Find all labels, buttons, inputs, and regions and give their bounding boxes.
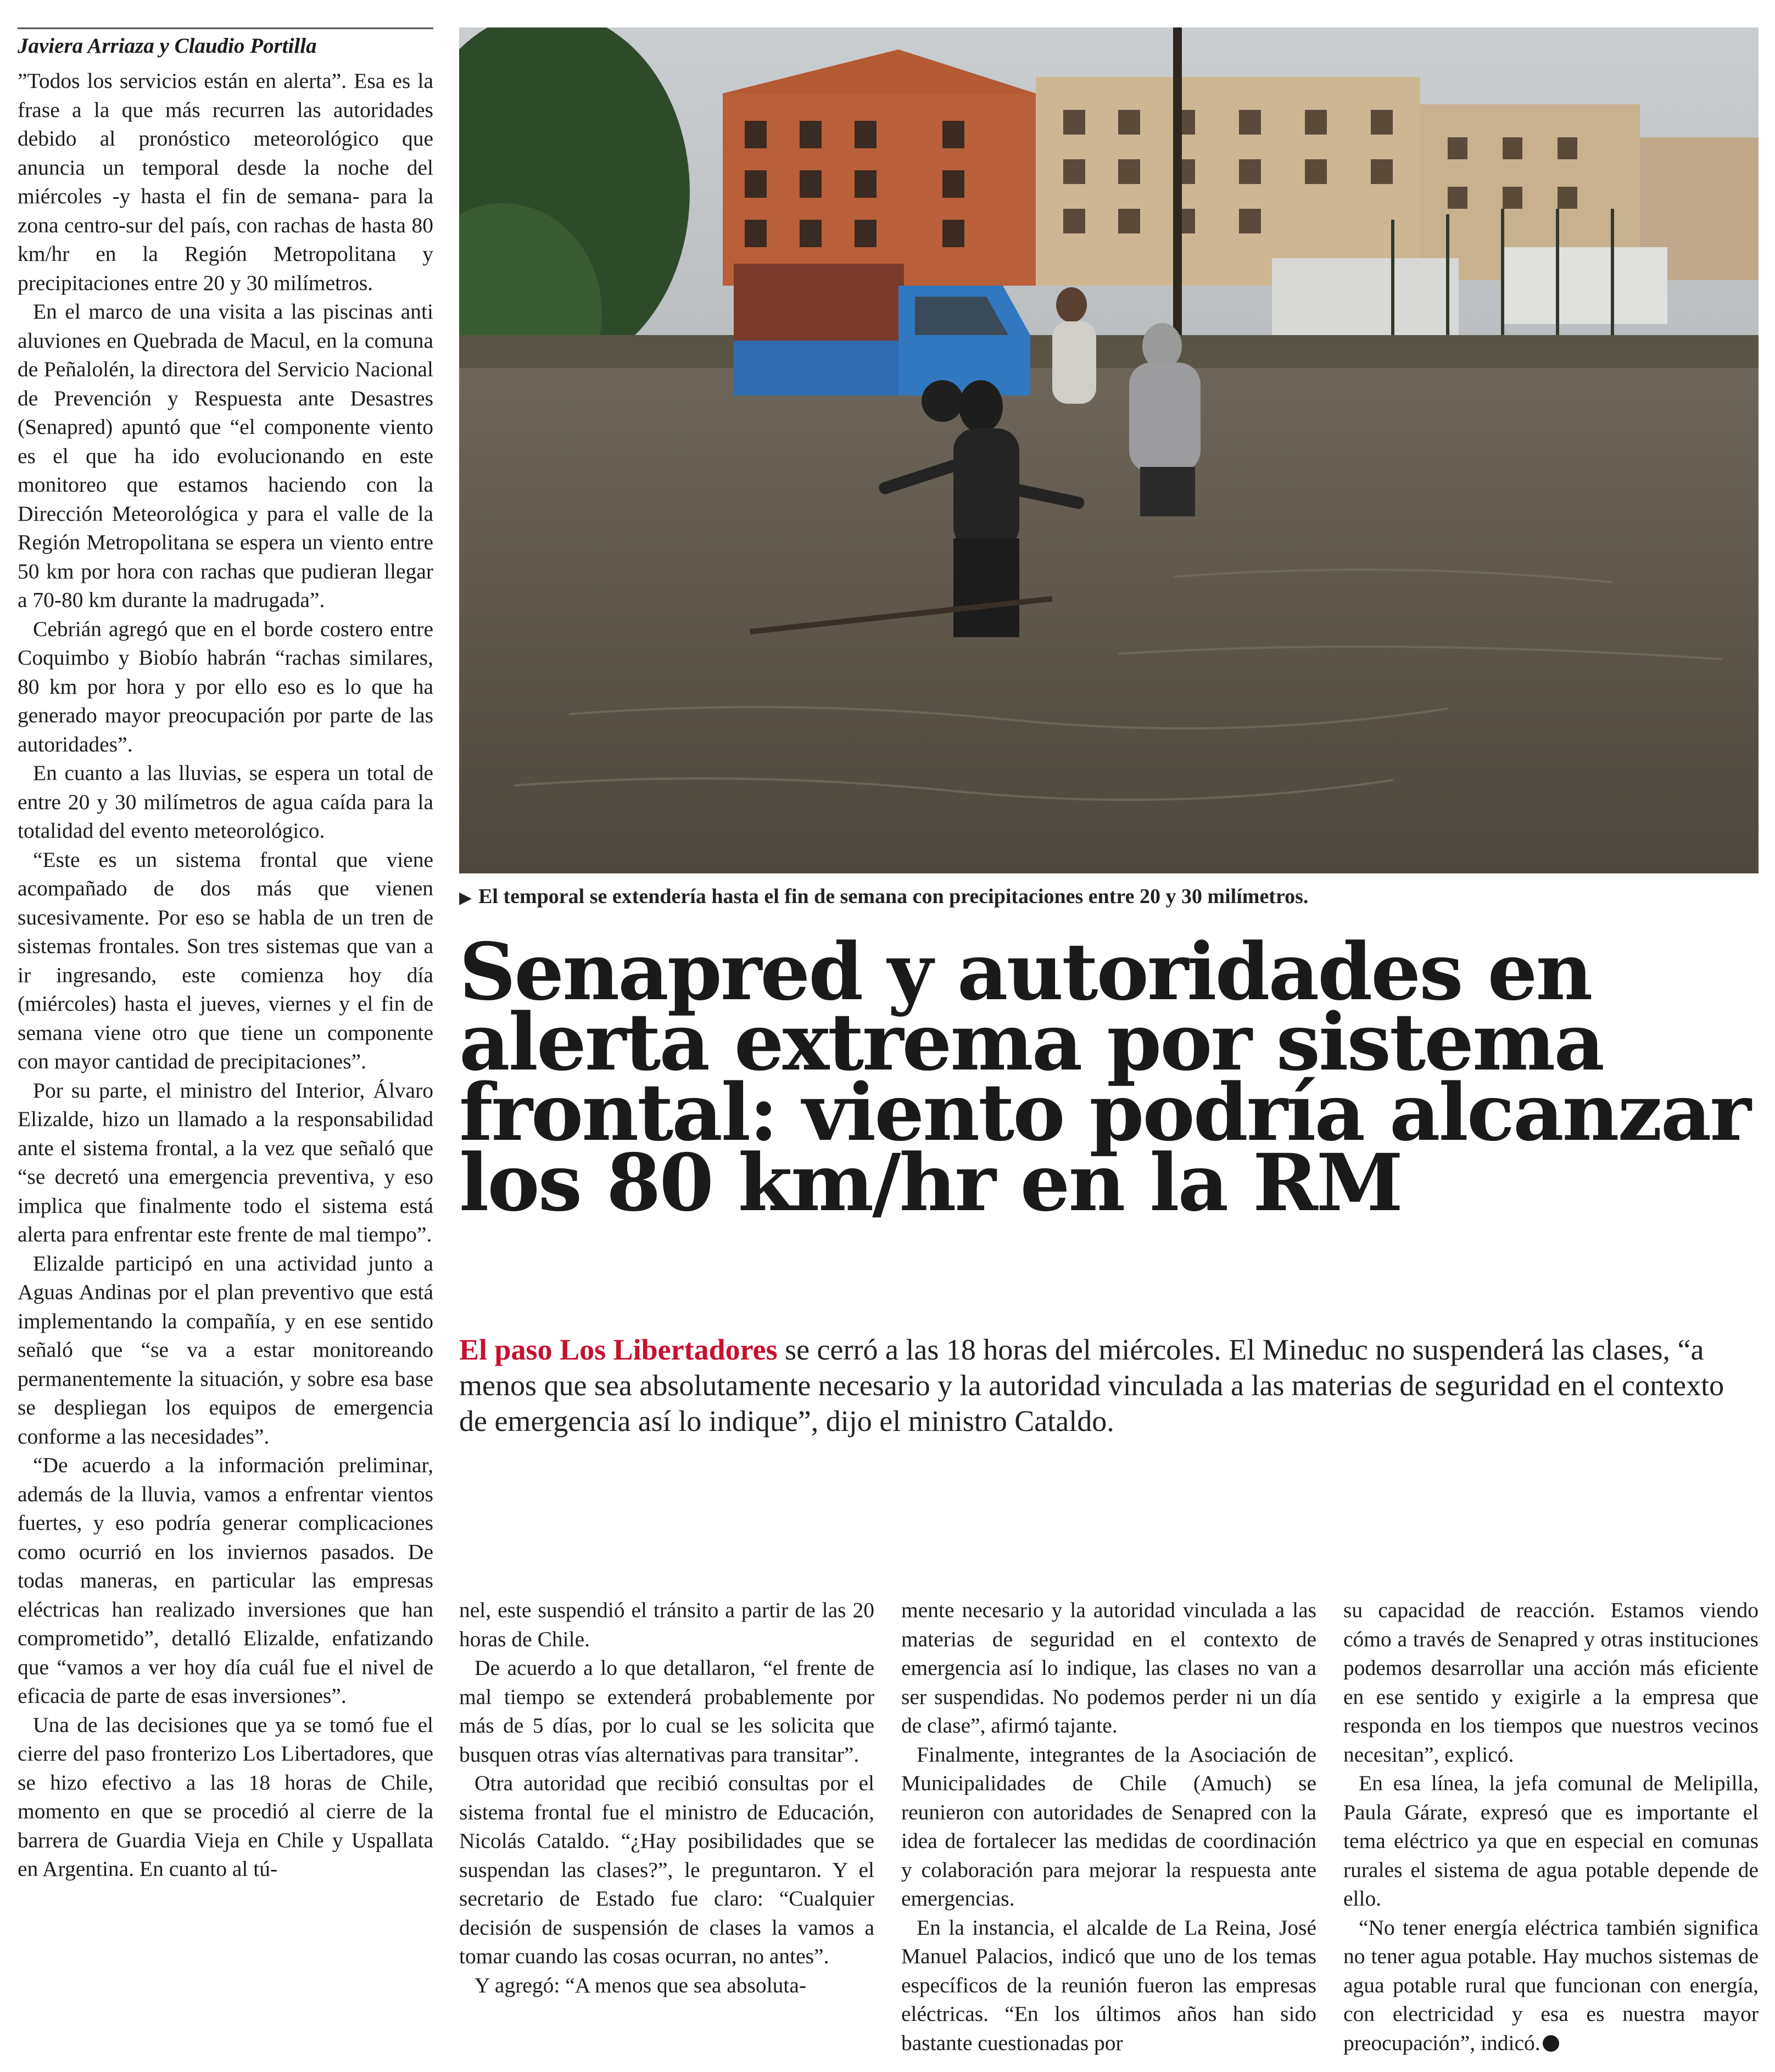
paragraph: De acuerdo a lo que detallaron, “el frente de mal tiempo se extenderá probablemente por más de 5 días, por lo cual se les solicita que busquen otras vías alternativas para transitar”. [459,1656,874,1767]
paragraph: Una de las decisiones que ya se tomó fue el cierre del paso fronterizo Los Libertadores, que se hizo efectivo a las 18 horas de Chile, momento en que se procedió al cierre de la barrera de Guardia Vieja en Chile y Uspallata en Argentina. En cuanto al tú- [18,1712,433,1881]
paragraph [1343,1913,1759,2058]
paragraph: su capacidad de reacción. Estamos viendo cómo a través de Senapred y otras instituciones podemos desarrollar una acción más eficiente en ese sentido y exigirle a la empresa que responda en los tiempos que nuestros vecinos necesitan”, explicó. [1343,1598,1759,1767]
paragraph: ”Todos los servicios están en alerta”. Esa es la frase a la que más recurren las autoridades debido al pronóstico meteorológico que anuncia un temporal desde la noche del miércoles -y hasta el fin de semana- para la zona centro-sur del país, con rachas de hasta 80 km/hr en la Región Metropolitana y precipitaciones entre 20 y 30 milímetros. [18,69,433,295]
paragraph: En la instancia, el alcalde de La Reina, José Manuel Palacios, indicó que uno de los temas específicos de la reunión fueron las empresas eléctricas. “En los últimos años han sido bastante cuestionadas por [901,1915,1316,2055]
paragraph: Finalmente, integrantes de la Asociación de Municipalidades de Chile (Amuch) se reunieron con autoridades de Senapred con la idea de fortalecer las medidas de coordinación y colaboración para mejorar la respuesta ante emergencias. [901,1742,1316,1911]
paragraph: En el marco de una visita a las piscinas anti aluviones en Quebrada de Macul, en la comuna de Peñalolén, la directora del Servicio Nacional de Prevención y Respuesta ante Desastres (Senapred) apuntó que “el componente viento es el que ha ido evolucionando en este monitoreo que estamos haciendo con la Dirección Meteorológica y para el valle de la Región Metropolitana se espera un viento entre 50 km por hora con rachas que pudieran llegar a 70-80 km durante la madrugada”. [18,299,433,612]
paragraph: En cuanto a las lluvias, se espera un total de entre 20 y 30 milímetros de agua caída para la totalidad del evento meteorológico. [18,761,433,843]
headline: Senapred y autoridades en alerta extrema por sistema frontal: viento podría alcanzar los 80 km/hr en la RM [459,926,1750,1229]
paragraph: Por su parte, el ministro del Interior, Álvaro Elizalde, hizo un llamado a la responsabilidad ante el sistema frontal, a la vez que señaló que “se decretó una emergencia preventiva, y eso implica que finalmente todo el sistema está alerta para enfrentar este frente de mal tiempo”. [18,1078,433,1246]
text-column-2 [459,1596,874,1999]
left-text-column [18,27,433,1884]
text-column-3 [901,1596,1316,2057]
left-column-body [18,66,433,1884]
paragraph: En esa línea, la jefa comunal de Melipilla, Paula Gárate, expresó que es importante el tema eléctrico ya que en especial en comunas rurales el sistema de agua potable depende de ello. [1343,1771,1759,1911]
photo-caption [459,883,1759,911]
flood-photo-illustration [459,27,1759,873]
lead-text: se cerró a las 18 horas del miércoles. El Mineduc no suspenderá las clases, “a menos que sea absolutamente necesario y la autoridad vinculada a las materias de seguridad en el contexto de emergencia así lo indique”, dijo el ministro Cataldo. [459,1333,1724,1438]
paragraph: Y agregó: “A menos que sea absoluta- [475,1973,807,1997]
paragraph: “De acuerdo a la información preliminar, además de la lluvia, vamos a enfrentar vientos fuertes, y eso podría generar complicaciones como ocurrió en los inviernos pasados. De todas maneras, en particular las empresas eléctricas han realizado inversiones que han comprometido”, detalló Elizalde, enfatizando que “vamos a ver hoy día cuál fue el nivel de eficacia de parte de esas inversiones”. [18,1453,433,1708]
end-mark-icon [1543,2035,1559,2052]
caption-text: El temporal se extendería hasta el fin de semana con precipitaciones entre 20 y 30 milímetros. [478,885,1309,908]
paragraph: “Este es un sistema frontal que viene acompañado de dos más que vienen sucesivamente. Por eso se habla de un tren de sistemas frontales. Son tres sistemas que van a ir ingresando, este comienza hoy día (miércoles) hasta el jueves, viernes y el fin de semana viene otro que tiene un componente con mayor cantidad de precipitaciones”. [18,847,433,1073]
caption-marker-icon: ▶ [459,889,472,907]
paragraph: Otra autoridad que recibió consultas por el sistema frontal fue el ministro de Educación, Nicolás Cataldo. “¿Hay posibilidades que se suspendan las clases?”, le preguntaron. Y el secretario de Estado fue claro: “Cualquier decisión de suspensión de clases la vamos a tomar cuando las cosas ocurran, no antes”. [459,1771,874,1968]
byline: Javiera Arriaza y Claudio Portilla [18,27,433,60]
text-column-4 [1343,1596,1759,2057]
paragraph: Elizalde participó en una actividad junto a Aguas Andinas por el plan preventivo que está implementando la compañía, y en ese sentido señaló que “se va a estar monitoreando permanentemente la situación, y sobre esa base se despliegan los equipos de emergencia conforme a las necesidades”. [18,1251,433,1449]
lead-kicker: El paso Los Libertadores [459,1333,778,1366]
paragraph: mente necesario y la autoridad vinculada a las materias de seguridad en el contexto de emergencia así lo indique, las clases no van a ser suspendidas. No podemos perder ni un día de clase”, afirmó tajante. [901,1598,1316,1737]
paragraph: Cebrián agregó que en el borde costero entre Coquimbo y Biobío habrán “rachas similares, 80 km por hora y por ello eso es lo que ha generado mayor preocupación por parte de las autoridades”. [18,616,433,756]
paragraph: nel, este suspendió el tránsito a partir de las 20 horas de Chile. [459,1598,874,1651]
flood-photo [459,27,1759,873]
lead-paragraph [459,1332,1759,1439]
paragraph-text: “No tener energía eléctrica también significa no tener agua potable. Hay muchos sistemas de agua potable rural que funcionan con energía, con electricidad y esa es nuestra mayor preocupación”, indicó. [1343,1915,1759,2055]
